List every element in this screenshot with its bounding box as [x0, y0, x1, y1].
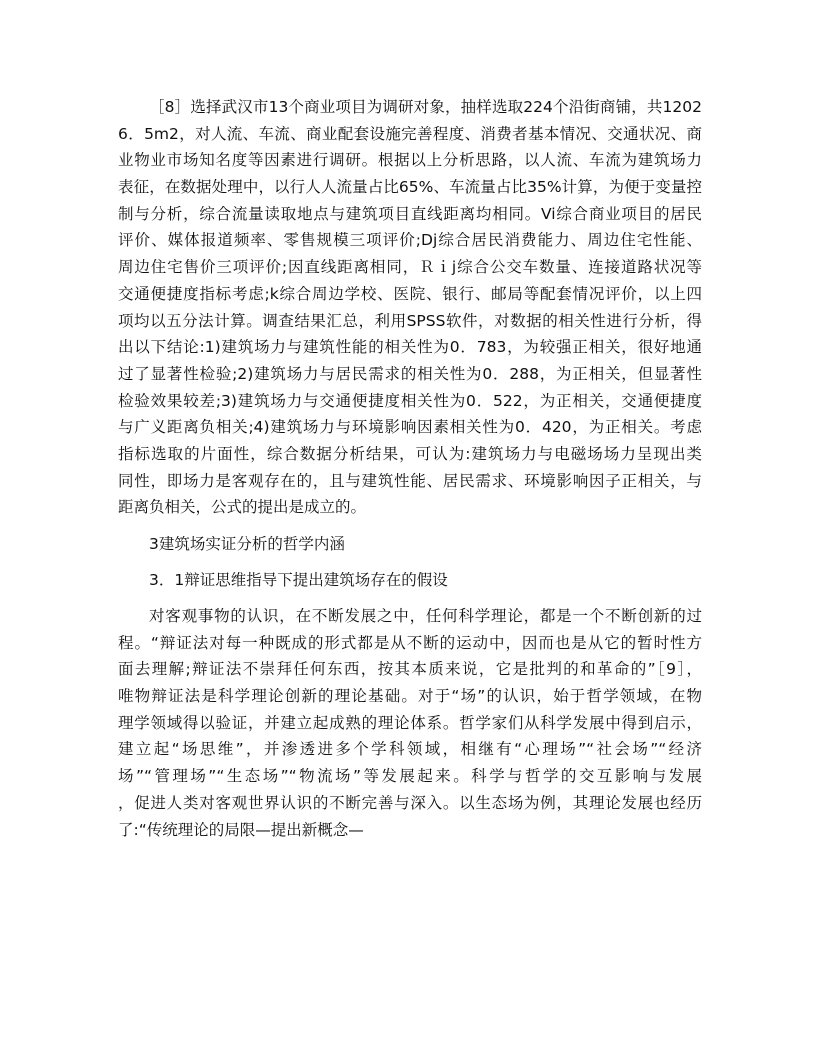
text-line: 理学领域得以验证，并建立起成熟的理论体系。哲学家们从科学发展中得到启示， [118, 713, 702, 732]
text-line: 交通便捷度指标考虑;k综合周边学校、医院、银行、邮局等配套情况评价，以上四 [118, 284, 702, 303]
text-line: 指标选取的片面性，综合数据分析结果，可认为:建筑场力与电磁场场力呈现出类 [118, 444, 702, 463]
text-line: 面去理解;辩证法不崇拜任何东西，按其本质来说，它是批判的和革命的”［9］， [118, 660, 702, 679]
text-line: 距离负相关，公式的提出是成立的。 [118, 498, 367, 517]
text-line: 项均以五分法计算。调查结果汇总，利用SPSS软件，对数据的相关性进行分析，得 [118, 311, 702, 330]
paragraph-study-results [118, 94, 702, 521]
text-line: 表征，在数据处理中，以行人人流量占比65%、车流量占比35%计算，为便于变量控 [118, 178, 702, 197]
text-line: 评价、媒体报道频率、零售规模三项评价;Dj综合居民消费能力、周边住宅性能、 [118, 231, 702, 250]
text-line: 了:“传统理论的局限—提出新概念— [118, 820, 364, 839]
document-body [118, 94, 702, 843]
text-line: ［8］选择武汉市13个商业项目为调研对象，抽样选取224个沿街商铺，共1202 [149, 98, 702, 116]
text-line: 制与分析，综合流量读取地点与建筑项目直线距离均相同。Vi综合商业项目的居民 [118, 204, 702, 223]
text-line: 程。“辩证法对每一种既成的形式都是从不断的运动中，因而也是从它的暂时性方 [118, 633, 702, 652]
subsection-heading: 3．1辩证思维指导下提出建筑场存在的假设 [149, 571, 448, 589]
text-line: 对客观事物的认识，在不断发展之中，任何科学理论，都是一个不断创新的过 [149, 607, 702, 625]
text-line: 过了显著性检验;2)建筑场力与居民需求的相关性为0．288，为正相关，但显著性 [118, 364, 702, 383]
section-heading: 3建筑场实证分析的哲学内涵 [149, 535, 345, 553]
text-line: 与广义距离负相关;4)建筑场力与环境影响因素相关性为0．420，为正相关。考虑 [118, 418, 702, 437]
text-line: 检验效果较差;3)建筑场力与交通便捷度相关性为0．522，为正相关，交通便捷度 [118, 391, 702, 410]
text-line: 建立起“场思维”，并渗透进多个学科领域，相继有“心理场”“社会场”“经济 [118, 740, 702, 759]
text-line: 场”“管理场”“生态场”“物流场”等发展起来。科学与哲学的交互影响与发展 [118, 767, 702, 786]
text-line: ，促进人类对客观世界认识的不断完善与深入。以生态场为例，其理论发展也经历 [118, 793, 702, 812]
text-line: 周边住宅售价三项评价;因直线距离相同，Ｒｉj综合公交车数量、连接道路状况等 [118, 258, 702, 277]
text-line: 出以下结论:1)建筑场力与建筑性能的相关性为0．783，为较强正相关，很好地通 [118, 338, 702, 357]
text-line: 6．5m2，对人流、车流、商业配套设施完善程度、消费者基本情况、交通状况、商 [118, 124, 702, 143]
text-line: 业物业市场知名度等因素进行调研。根据以上分析思路，以人流、车流为建筑场力 [118, 151, 702, 170]
paragraph-dialectical-thinking [118, 603, 702, 843]
text-line: 同性，即场力是客观存在的，且与建筑性能、居民需求、环境影响因子正相关，与 [118, 471, 702, 490]
text-line: 唯物辩证法是科学理论创新的理论基础。对于“场”的认识，始于哲学领域，在物 [118, 687, 702, 706]
